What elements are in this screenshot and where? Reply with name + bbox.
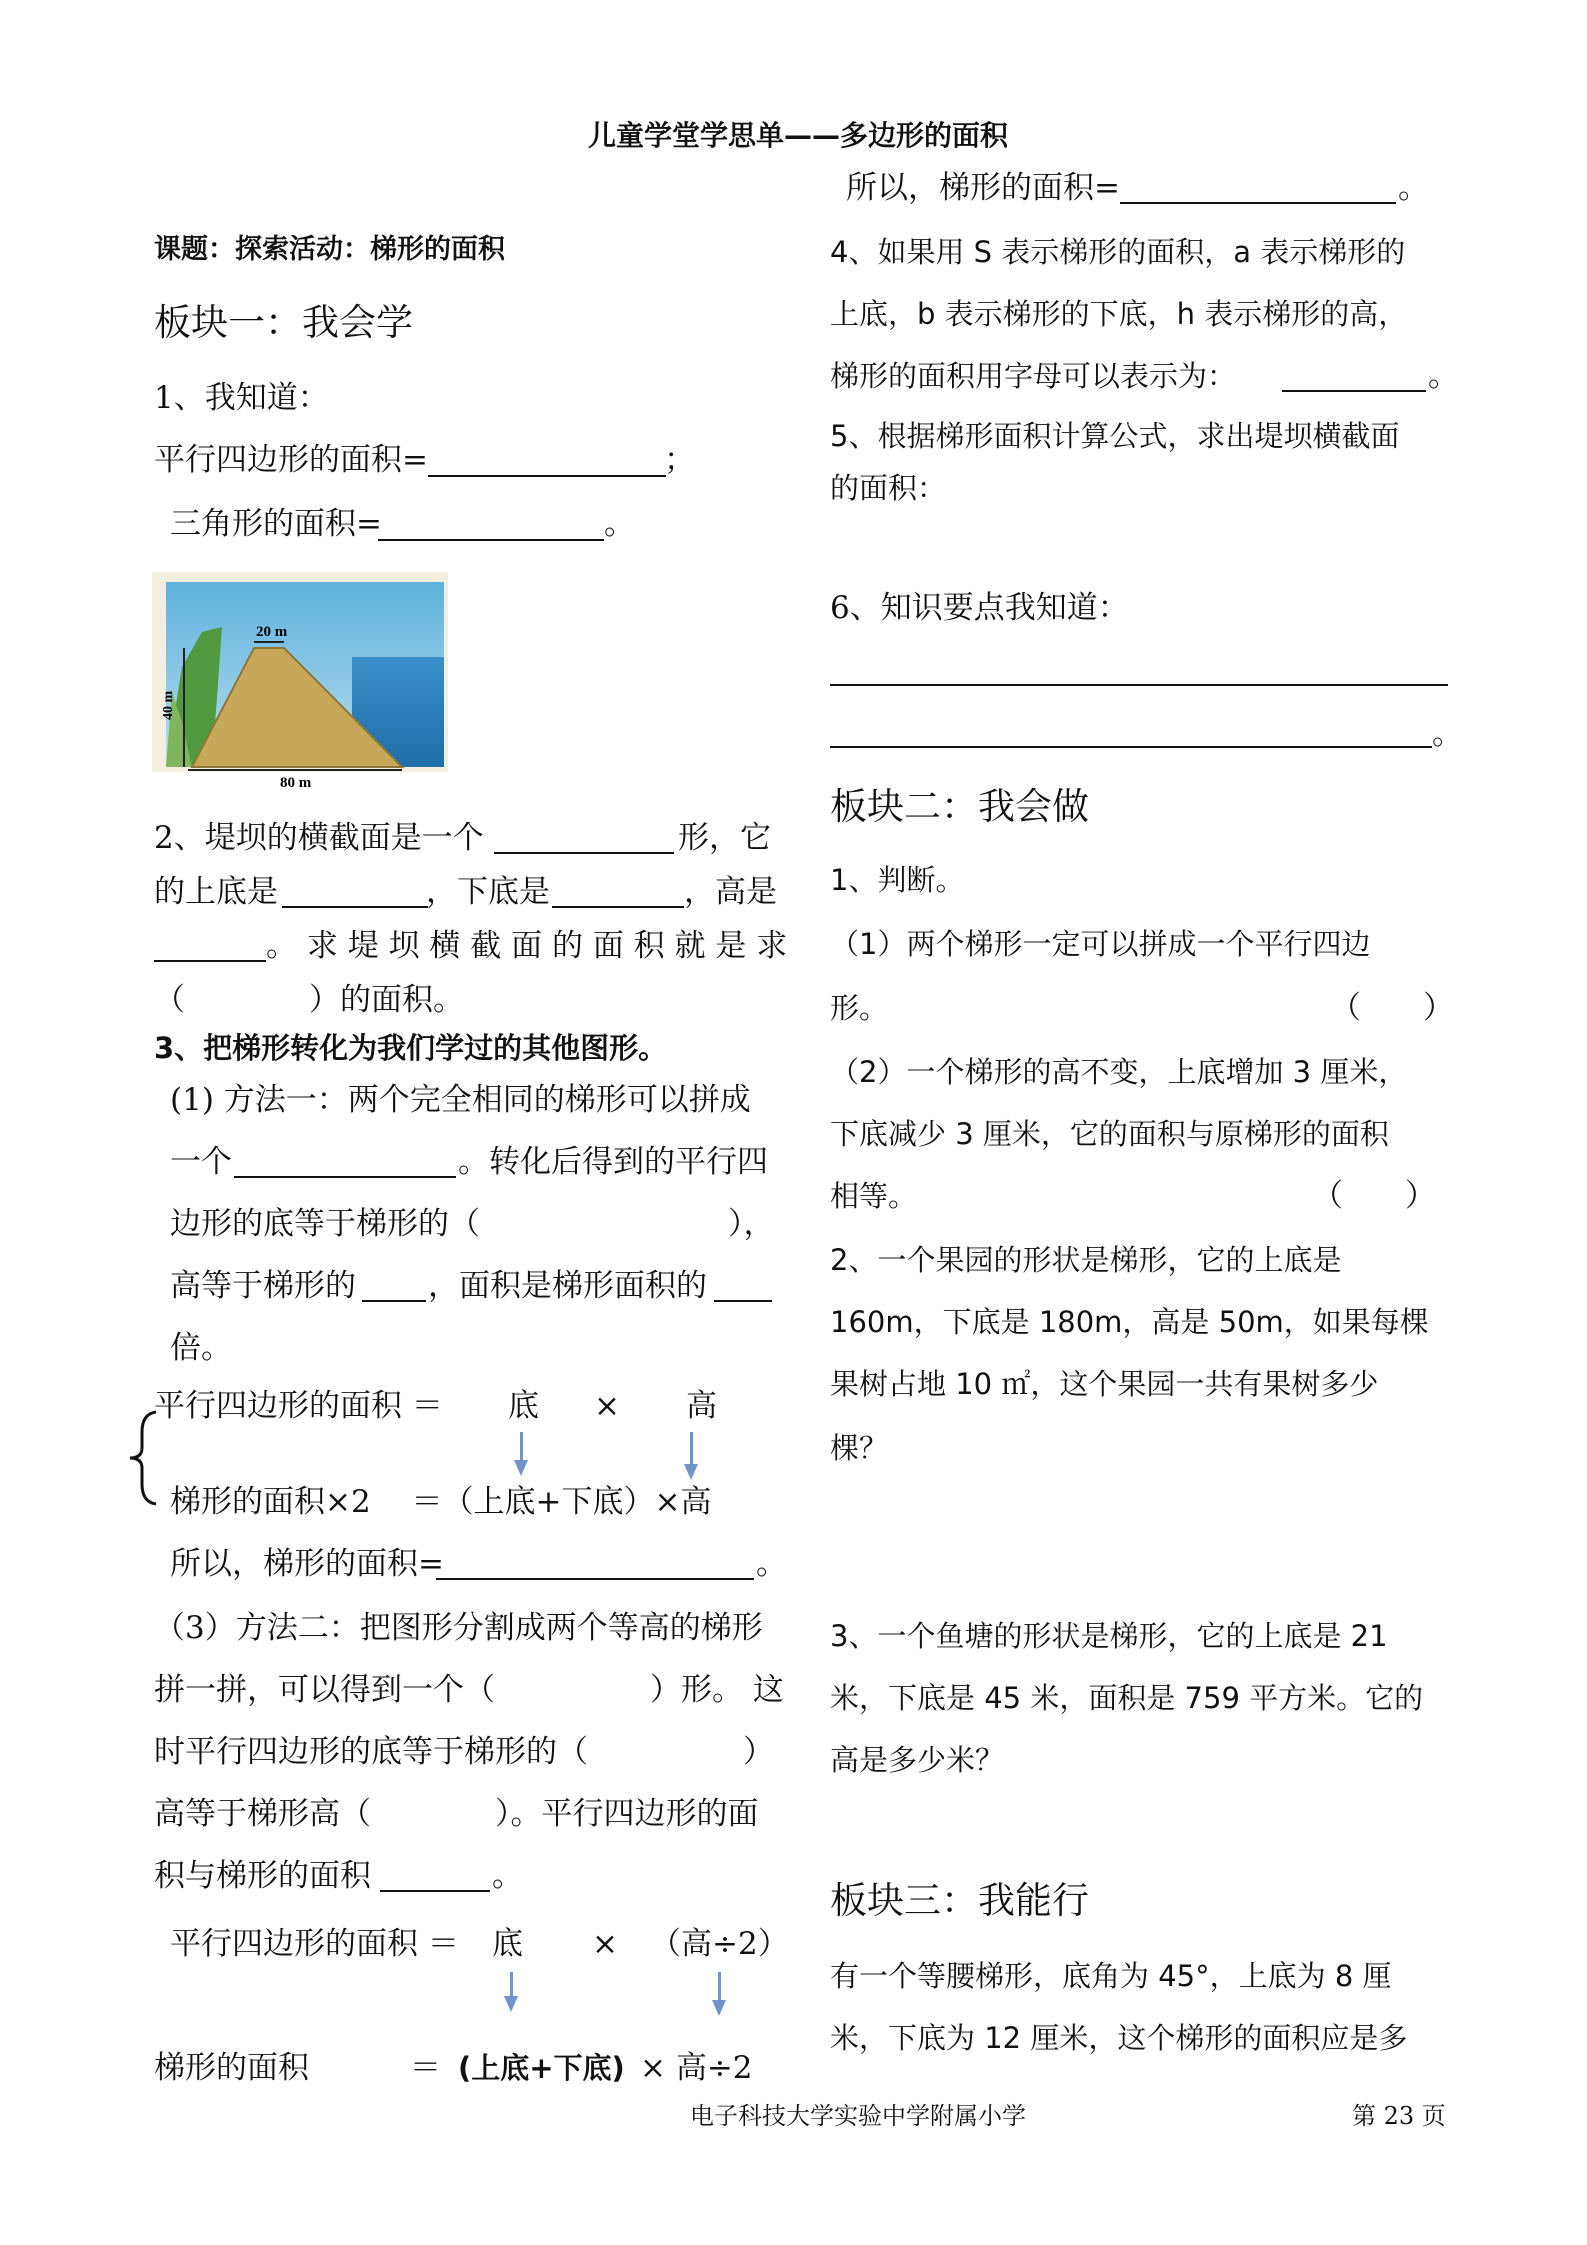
q5-text: 5、根据梯形面积计算公式，求出堤坝横截面 (830, 419, 1400, 453)
q1-parallelogram: 平行四边形的面积= (154, 442, 428, 478)
figure-label-bottom: 80 m (280, 775, 312, 791)
q2-text: （ ）的面积。 (154, 982, 464, 1018)
q4-text: 上底，b 表示梯形的下底，h 表示梯形的高， (830, 297, 1408, 331)
answer-blank[interactable] (234, 1176, 456, 1178)
figure-label-top: 20 m (256, 624, 288, 640)
equation-left: 平行四边形的面积 ＝ (154, 1388, 443, 1424)
q2-text: ，高是 (684, 874, 777, 910)
brace-icon (122, 1408, 162, 1508)
punctuation: ； (664, 442, 695, 478)
punctuation: 。 (756, 1546, 787, 1582)
answer-blank[interactable] (714, 1300, 772, 1302)
equation-trapezoid-left: 梯形的面积 (154, 2050, 309, 2086)
problem3-text: 高是多少米？ (830, 1743, 1005, 1777)
q2-text: 。 求 堤 坝 横 截 面 的 面 积 就 是 求 (266, 928, 788, 964)
equation-base: 底 (508, 1388, 539, 1424)
method1-text: 一个 (170, 1144, 232, 1180)
answer-blank[interactable] (1282, 390, 1426, 392)
method2-text: 积与梯形的面积 (154, 1858, 371, 1894)
equation-height: 高 (686, 1388, 717, 1424)
punctuation: 。 (604, 506, 635, 542)
answer-blank[interactable] (282, 906, 428, 908)
dam-figure (152, 572, 448, 792)
q5-text: 的面积： (830, 471, 947, 505)
answer-blank[interactable] (1120, 202, 1396, 204)
method1-text: 高等于梯形的 (170, 1268, 356, 1304)
answer-paren[interactable]: （ ） (1330, 990, 1454, 1026)
down-arrow-icon (690, 1432, 693, 1466)
equation-rest: × 高÷2 (640, 2050, 753, 2086)
section2-heading: 板块二：我会做 (830, 785, 1089, 828)
section3-text: 有一个等腰梯形，底角为 45°，上底为 8 厘 (830, 1959, 1392, 1993)
method1-text: ，面积是梯形面积的 (428, 1268, 707, 1304)
answer-blank[interactable] (428, 475, 666, 477)
problem3-text: 3、一个鱼塘的形状是梯形，它的上底是 21 (830, 1619, 1388, 1653)
q3-title: 3、把梯形转化为我们学过的其他图形。 (154, 1031, 668, 1065)
answer-blank[interactable] (154, 960, 266, 962)
answer-blank[interactable] (552, 906, 684, 908)
method2-text: （3）方法二：把图形分割成两个等高的梯形 (154, 1610, 763, 1646)
topic: 课题：探索活动：梯形的面积 (154, 234, 505, 265)
answer-line[interactable] (830, 746, 1432, 748)
figure-label-height: 40 m (161, 690, 176, 720)
equation-height-half: （高÷2） (650, 1926, 789, 1962)
equation-trapezoid: 梯形的面积×2 ＝（上底+下底）×高 (170, 1484, 712, 1520)
method1-text: (1) 方法一：两个完全相同的梯形可以拼成 (170, 1082, 751, 1118)
judge-item-1: （1）两个梯形一定可以拼成一个平行四边 (830, 927, 1371, 961)
answer-line[interactable] (830, 684, 1448, 686)
judge-item-2: 下底减少 3 厘米，它的面积与原梯形的面积 (830, 1117, 1389, 1151)
equation-sum: (上底+下底) (458, 2051, 625, 2085)
q6-text: 6、知识要点我知道： (830, 590, 1129, 626)
q1-label: 1、我知道： (154, 380, 329, 416)
method1-text: 。转化后得到的平行四 (458, 1144, 768, 1180)
section1-heading: 板块一：我会学 (154, 301, 413, 344)
problem2-text: 棵？ (830, 1431, 889, 1465)
equation-times: × (592, 1926, 618, 1962)
equation-equals: ＝ (410, 2050, 441, 2086)
down-arrow-icon (510, 1972, 513, 1998)
method2-text: 高等于梯形高（ ）。平行四边形的面 (154, 1796, 759, 1832)
answer-blank[interactable] (494, 852, 674, 854)
answer-blank[interactable] (378, 539, 604, 541)
answer-paren[interactable]: （ ） (1312, 1178, 1436, 1214)
punctuation: 。 (1398, 170, 1429, 206)
punctuation: 。 (1428, 358, 1459, 394)
punctuation: 。 (1432, 716, 1463, 752)
section3-text: 米，下底为 12 厘米，这个梯形的面积应是多 (830, 2021, 1408, 2055)
method1-text: 边形的底等于梯形的（ ）， (170, 1206, 775, 1242)
footer-page-number: 第 23 页 (1352, 2102, 1446, 2130)
footer-school: 电子科技大学实验中学附属小学 (690, 2102, 1026, 2130)
q1-triangle: 三角形的面积= (170, 506, 382, 542)
judge-label: 1、判断。 (830, 863, 965, 897)
q2-text: 2、堤坝的横截面是一个 (154, 820, 484, 856)
problem2-text: 2、一个果园的形状是梯形，它的上底是 (830, 1243, 1342, 1277)
so-text: 所以，梯形的面积= (170, 1546, 444, 1582)
answer-blank[interactable] (362, 1300, 426, 1302)
down-arrow-icon (520, 1432, 523, 1462)
method1-text: 倍。 (170, 1330, 232, 1366)
q2-text: 的上底是 (154, 874, 278, 910)
judge-item-1: 形。 (830, 991, 889, 1025)
q2-text: ，下底是 (426, 874, 550, 910)
judge-item-2: 相等。 (830, 1179, 918, 1213)
equation-times: × (594, 1388, 620, 1424)
answer-blank[interactable] (436, 1578, 754, 1580)
judge-item-2: （2）一个梯形的高不变，上底增加 3 厘米， (830, 1055, 1408, 1089)
problem2-text: 果树占地 10 ㎡，这个果园一共有果树多少 (830, 1367, 1379, 1401)
problem2-text: 160m，下底是 180m，高是 50m，如果每棵 (830, 1305, 1429, 1339)
q4-text: 4、如果用 S 表示梯形的面积，a 表示梯形的 (830, 235, 1406, 269)
method2-text: 拼一拼，可以得到一个（ ）形。 这 (154, 1672, 784, 1708)
method2-text: 时平行四边形的底等于梯形的（ ） (154, 1734, 774, 1770)
punctuation: 。 (492, 1858, 523, 1894)
so-text: 所以，梯形的面积= (846, 170, 1120, 206)
down-arrow-icon (718, 1972, 721, 2002)
section3-heading: 板块三：我能行 (830, 1879, 1089, 1922)
page-title: 儿童学堂学思单——多边形的面积 (588, 119, 1009, 152)
equation-base: 底 (492, 1926, 523, 1962)
answer-blank[interactable] (380, 1890, 490, 1892)
problem3-text: 米，下底是 45 米，面积是 759 平方米。它的 (830, 1681, 1424, 1715)
equation-left: 平行四边形的面积 ＝ (170, 1926, 459, 1962)
q4-text: 梯形的面积用字母可以表示为： (830, 359, 1237, 393)
q2-text: 形，它 (678, 820, 771, 856)
